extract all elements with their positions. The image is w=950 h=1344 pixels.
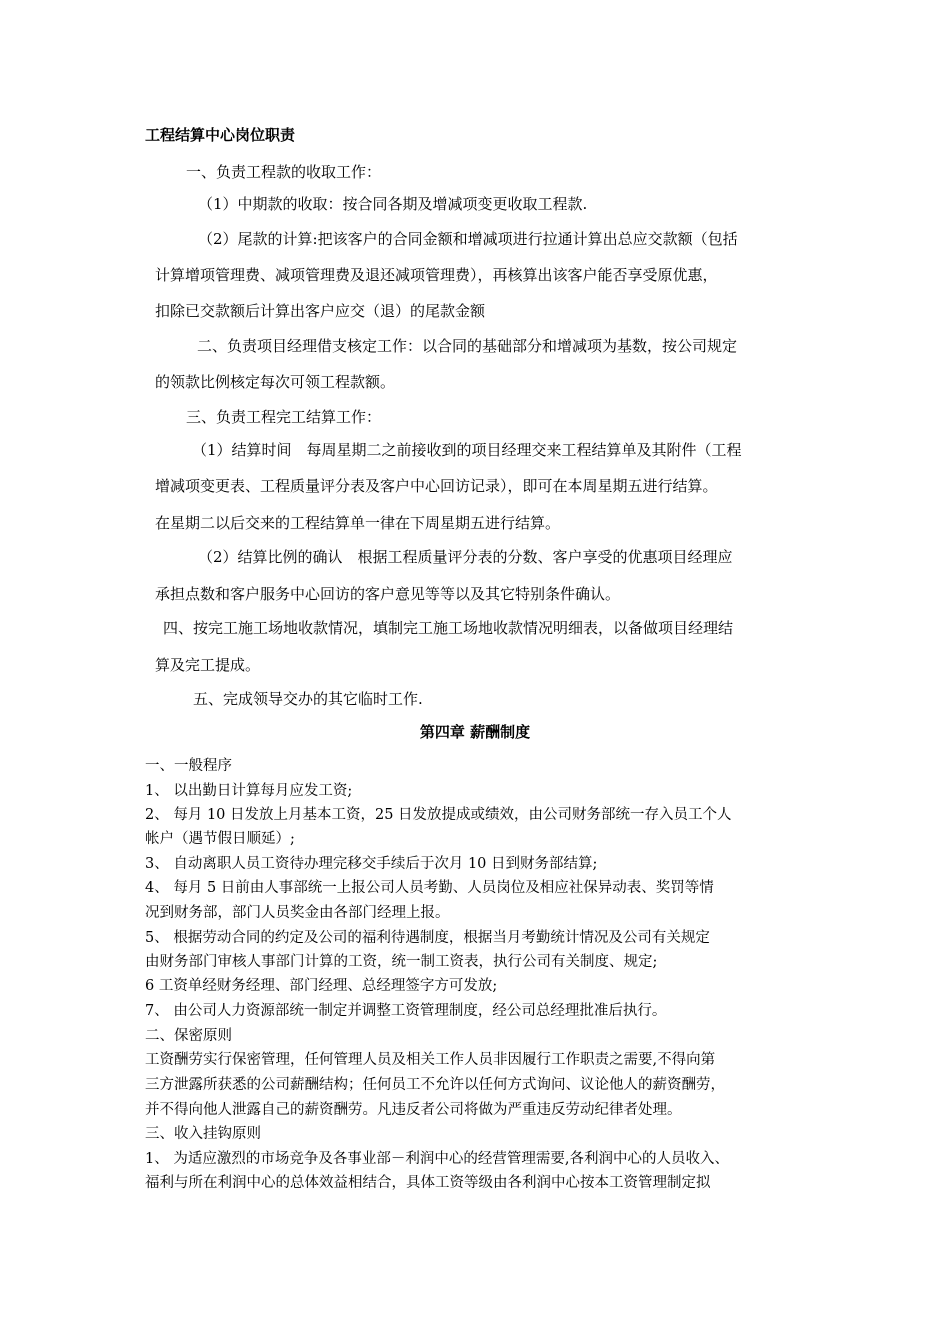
paragraph-line: 一、一般程序 [145,758,232,774]
paragraph-line: 增减项变更表、工程质量评分表及客户中心回访记录），即可在本周星期五进行结算。 [155,477,718,495]
paragraph-line: 5、 根据劳动合同的约定及公司的福利待遇制度，根据当月考勤统计情况及公司有关规定 [145,930,710,946]
paragraph-line: 福利与所在利润中心的总体效益相结合，具体工资等级由各利润中心按本工资管理制定拟 [145,1175,711,1191]
paragraph-line: 帐户（遇节假日顺延）; [145,831,295,847]
section-title: 工程结算中心岗位职责 [145,126,296,144]
paragraph-line: 6 工资单经财务经理、部门经理、总经理签字方可发放; [145,978,498,994]
paragraph-line: （2）结算比例的确认 根据工程质量评分表的分数、客户享受的优惠项目经理应 [198,548,733,566]
paragraph-line: 在星期二以后交来的工程结算单一律在下周星期五进行结算。 [155,514,561,532]
paragraph-line: 三、负责工程完工结算工作： [186,408,382,426]
paragraph-line: 况到财务部，部门人员奖金由各部门经理上报。 [145,905,450,921]
paragraph-line: 扣除已交款额后计算出客户应交（退）的尾款金额 [155,302,486,320]
paragraph-line: 7、 由公司人力资源部统一制定并调整工资管理制度，经公司总经理批准后执行。 [145,1003,667,1019]
paragraph-line: 二、负责项目经理借支核定工作：以合同的基础部分和增减项为基数，按公司规定 [197,337,738,355]
paragraph-line: 三方泄露所获悉的公司薪酬结构；任何员工不允许以任何方式询问、议论他人的薪资酬劳， [145,1077,725,1093]
paragraph-line: 1、 以出勤日计算每月应发工资; [145,783,353,799]
paragraph-line: 一、负责工程款的收取工作： [186,163,382,181]
paragraph-line: 承担点数和客户服务中心回访的客户意见等等以及其它特别条件确认。 [155,585,621,603]
paragraph-line: 三、收入挂钩原则 [145,1126,261,1142]
paragraph-line: 五、完成领导交办的其它临时工作. [193,690,423,708]
paragraph-line: 由财务部门审核人事部门计算的工资，统一制工资表，执行公司有关制度、规定; [145,954,658,970]
paragraph-line: 二、保密原则 [145,1028,232,1044]
paragraph-line: 2、 每月 10 日发放上月基本工资，25 日发放提成或绩效，由公司财务部统一存入员工个人 [145,807,732,823]
paragraph-line: 算及完工提成。 [155,656,261,674]
paragraph-line: 3、 自动离职人员工资待办理完移交手续后于次月 10 日到财务部结算; [145,856,598,872]
chapter-title: 第四章 薪酬制度 [419,723,531,741]
paragraph-line: 四、按完工施工场地收款情况，填制完工施工场地收款情况明细表，以备做项目经理结 [163,619,734,637]
paragraph-line: 1、 为适应激烈的市场竞争及各事业部－利润中心的经营管理需要,各利润中心的人员收入、 [145,1151,729,1167]
paragraph-line: （1）中期款的收取：按合同各期及增减项变更收取工程款. [198,195,588,213]
paragraph-line: （2）尾款的计算:把该客户的合同金额和增减项进行拉通计算出总应交款额（包括 [198,230,738,248]
paragraph-line: 并不得向他人泄露自己的薪资酬劳。凡违反者公司将做为严重违反劳动纪律者处理。 [145,1102,682,1118]
paragraph-line: （1）结算时间 每周星期二之前接收到的项目经理交来工程结算单及其附件（工程 [192,441,742,459]
paragraph-line: 计算增项管理费、减项管理费及退还减项管理费），再核算出该客户能否享受原优惠， [155,266,718,284]
paragraph-line: 工资酬劳实行保密管理，任何管理人员及相关工作人员非因履行工作职责之需要,不得向第 [145,1052,716,1068]
paragraph-line: 4、 每月 5 日前由人事部统一上报公司人员考勤、人员岗位及相应社保异动表、奖罚等情 [145,880,714,896]
paragraph-line: 的领款比例核定每次可领工程款额。 [155,373,396,391]
